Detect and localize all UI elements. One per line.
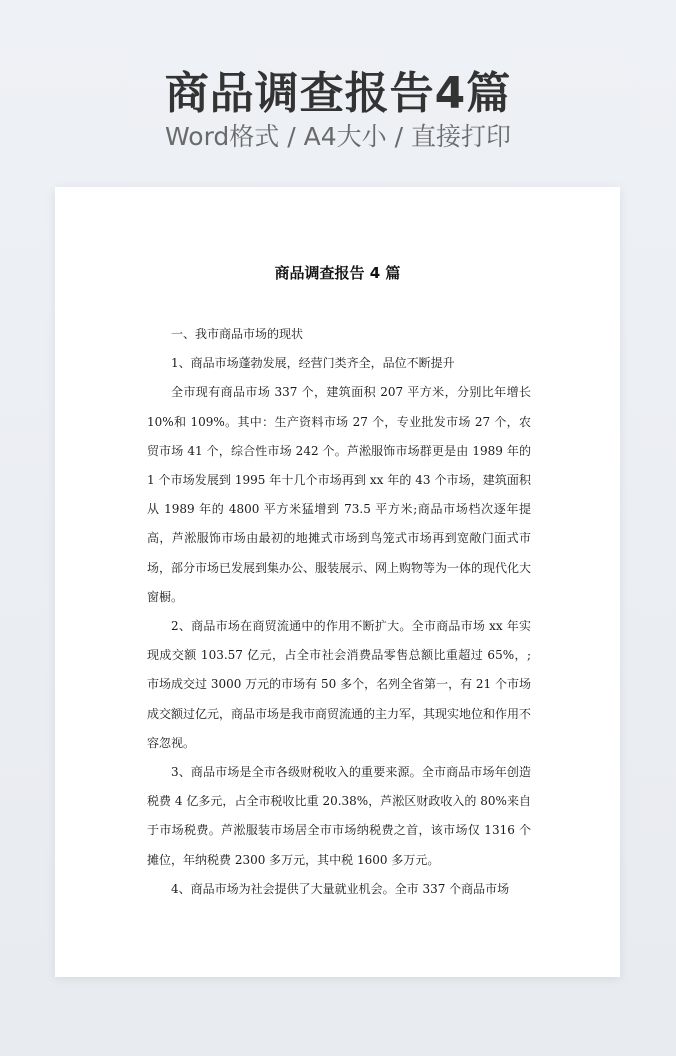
document-title: 商品调查报告 4 篇 [274,264,401,282]
document-body [147,320,531,904]
subsection-heading: 1、商品市场蓬勃发展，经营门类齐全，品位不断提升 [171,356,455,371]
body-paragraph: 2、商品市场在商贸流通中的作用不断扩大。全市商品市场 xx 年实现成交额 103.57 亿元，占全市社会消费品零售总额比重超过 65%，;市场成交过 3000 万元的市场有 50 多个，名列全省第一，有 21 个市场成交额过亿元，商品市场是我市商贸流通的主力军，其现实地位和作用不容忽视。 [147,619,532,750]
banner-subtitle: Word格式 / A4大小 / 直接打印 [165,122,511,151]
document-page [55,187,620,977]
body-paragraph: 3、商品市场是全市各级财税收入的重要来源。全市商品市场年创造税费 4 亿多元，占全市税收比重 20.38%，芦淞区财政收入的 80%来自于市场税费。芦淞服装市场居全市市场纳税费之首，该市场仅 1316 个摊位，年纳税费 2300 多万元，其中税 1600 多万元。 [147,765,531,867]
body-paragraph: 全市现有商品市场 337 个，建筑面积 207 平方米，分别比年增长 10%和 109%。其中：生产资料市场 27 个，专业批发市场 27 个，农贸市场 41 个，综合性市场 242 个。芦淞服饰市场群更是由 1989 年的 1 个市场发展到 1995 年十几个市场再到 xx 年的 43 个市场，建筑面积从 1989 年的 4800 平方米猛增到 73.5 平方米;商品市场档次逐年提高，芦淞服饰市场由最初的地摊式市场到鸟笼式市场再到宽敞门面式市场，部分市场已发展到集办公、服装展示、网上购物等为一体的现代化大窗橱。 [147,385,532,604]
section-heading: 一、我市商品市场的现状 [171,327,304,341]
banner-title: 商品调查报告4篇 [164,68,512,119]
body-paragraph: 4、商品市场为社会提供了大量就业机会。全市 337 个商品市场 [171,881,510,896]
